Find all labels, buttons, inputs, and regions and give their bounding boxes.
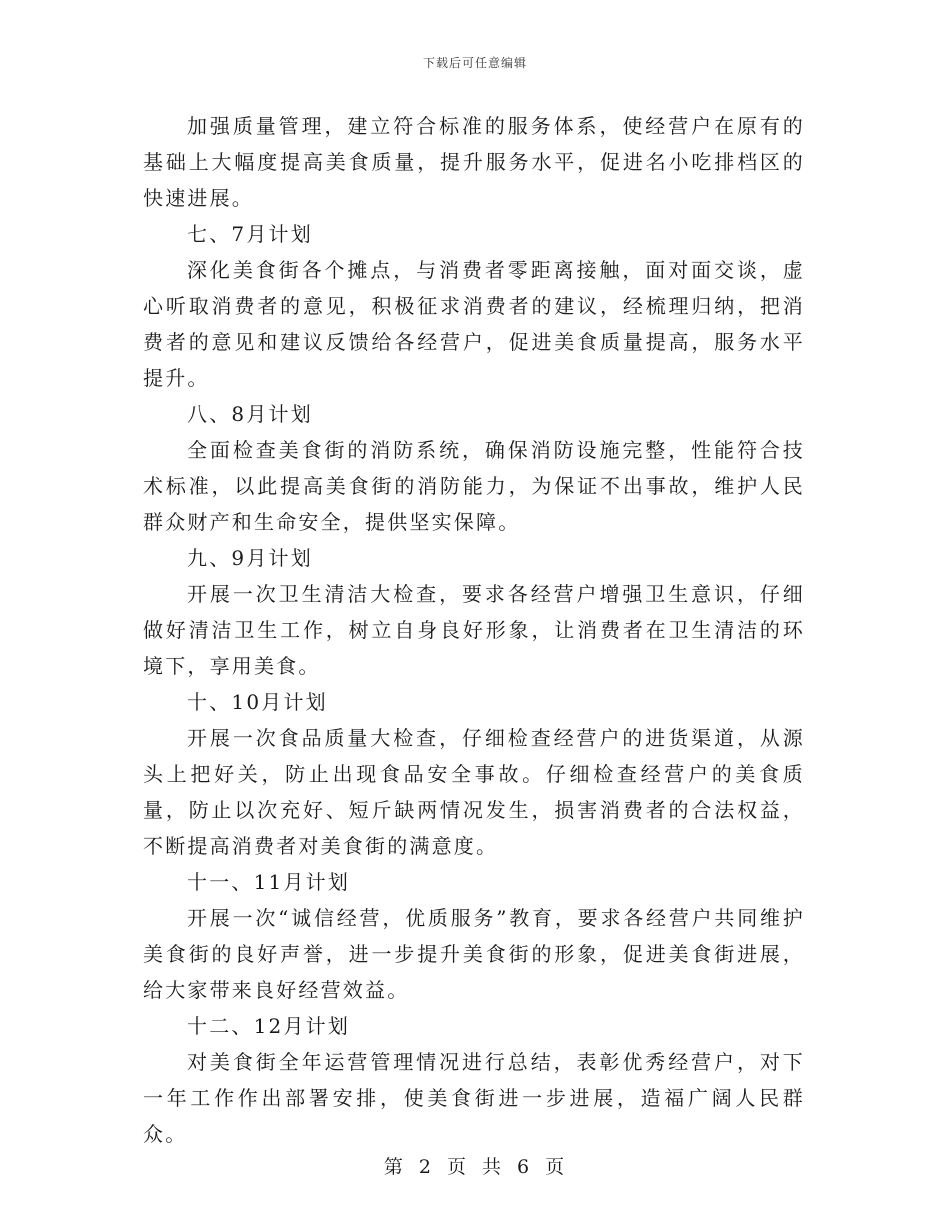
- paragraph-july-plan: 深化美食街各个摊点，与消费者零距离接触，面对面交谈，虚心听取消费者的意见，积极征求消费者的建议，经梳理归纳，把消费者的意见和建议反馈给各经营户，促进美食质量提高，服务水平提升。: [143, 258, 805, 390]
- paragraph-september-plan: 开展一次卫生清洁大检查，要求各经营户增强卫生意识，仔细做好清洁卫生工作，树立自身良好形象，让消费者在卫生清洁的环境下，享用美食。: [143, 582, 805, 678]
- heading-july-plan: 七、7月计划: [187, 222, 313, 246]
- document-body: [143, 108, 805, 1152]
- paragraph-august-plan: 全面检查美食街的消防系统，确保消防设施完整，性能符合技术标准，以此提高美食街的消防能力，为保证不出事故，维护人民群众财产和生命安全，提供坚实保障。: [143, 438, 805, 534]
- paragraph-intro: 加强质量管理，建立符合标准的服务体系，使经营户在原有的基础上大幅度提高美食质量，提升服务水平，促进名小吃排档区的快速进展。: [143, 114, 805, 210]
- paragraph-november-plan: 开展一次“诚信经营，优质服务”教育，要求各经营户共同维护美食街的良好声誉，进一步提升美食街的形象，促进美食街进展，给大家带来良好经营效益。: [143, 906, 805, 1002]
- page-header-note: 下载后可任意编辑: [422, 56, 527, 70]
- heading-december-plan: 十二、12月计划: [187, 1014, 351, 1038]
- heading-november-plan: 十一、11月计划: [187, 870, 351, 894]
- paragraph-october-plan: 开展一次食品质量大检查，仔细检查经营户的进货渠道，从源头上把好关，防止出现食品安全事故。仔细检查经营户的美食质量，防止以次充好、短斤缺两情况发生，损害消费者的合法权益，不断提高消费者对美食街的满意度。: [143, 726, 805, 858]
- paragraph-december-plan: 对美食街全年运营管理情况进行总结，表彰优秀经营户，对下一年工作作出部署安排，使美食街进一步进展，造福广阔人民群众。: [143, 1050, 805, 1146]
- page-number: 第 2 页 共 6 页: [383, 1156, 567, 1178]
- heading-august-plan: 八、8月计划: [187, 402, 313, 426]
- heading-october-plan: 十、10月计划: [187, 690, 328, 714]
- heading-september-plan: 九、9月计划: [187, 546, 313, 570]
